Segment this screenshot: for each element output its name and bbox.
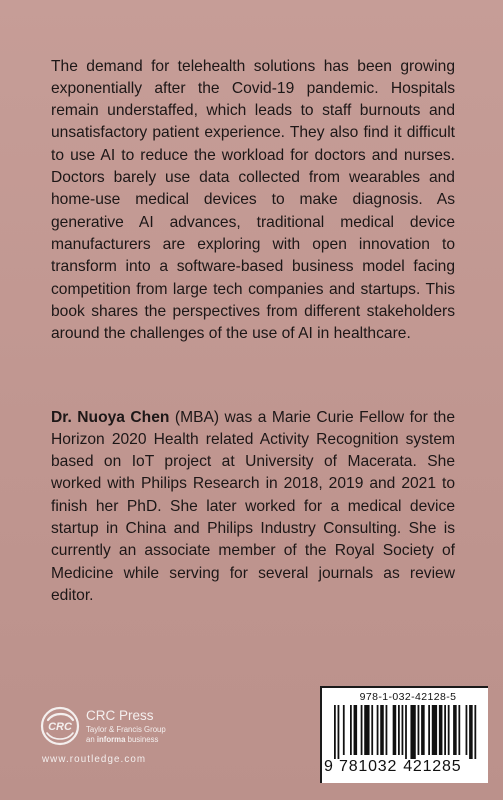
author-name: Dr. Nuoya Chen xyxy=(51,408,170,426)
barcode-bar xyxy=(469,705,473,759)
barcode-bar xyxy=(448,705,450,755)
barcode-bar xyxy=(410,705,415,759)
barcode-bar xyxy=(361,705,363,755)
barcode-bar xyxy=(405,705,407,759)
publisher-name: CRC Press xyxy=(86,708,154,723)
publisher-business-line xyxy=(86,735,158,744)
barcode-bar xyxy=(466,705,468,755)
barcode-bar xyxy=(393,705,397,755)
barcode-bar xyxy=(343,705,345,755)
isbn-digits-right: 421285 xyxy=(403,758,462,775)
barcode-bar xyxy=(402,705,404,755)
barcode-bar xyxy=(334,705,336,759)
publisher-business-suffix: business xyxy=(125,735,159,744)
publisher-group: Taylor & Francis Group xyxy=(86,725,166,734)
isbn-digits-left: 781032 xyxy=(339,758,398,775)
isbn-first-digit: 9 xyxy=(324,758,334,775)
barcode-bar xyxy=(444,705,446,755)
publisher-business-brand: informa xyxy=(96,735,126,744)
isbn-label: 978-1-032-42128-5 xyxy=(359,691,457,703)
barcode-panel xyxy=(320,686,488,783)
barcode-icon xyxy=(334,705,478,759)
author-bio xyxy=(51,407,455,608)
barcode-bar xyxy=(338,705,340,759)
barcode-bar xyxy=(418,705,420,755)
barcode-bar xyxy=(421,705,425,755)
barcode-bar xyxy=(458,705,460,755)
barcode-bar xyxy=(432,705,437,755)
barcode-bar xyxy=(439,705,443,755)
publisher-business-prefix: an xyxy=(86,735,97,744)
barcode-bar xyxy=(453,705,457,755)
barcode-bar xyxy=(354,705,358,755)
publisher-url: www.routledge.com xyxy=(42,754,147,765)
author-bio-text: (MBA) was a Marie Curie Fellow for the Horizon 2020 Health related Activity Recognition system based on IoT project at University of Macerata. She worked with Philips Research in 2018, 2019 and 2021 to finish her PhD. She later worked for a medical device startup in China and Philips Industry Consulting. She is currently an associate member of the Royal Society of Medicine while serving for several journals as review editor. xyxy=(51,408,455,604)
barcode-bar xyxy=(428,705,430,755)
crc-logo-icon xyxy=(40,706,80,746)
barcode-bar xyxy=(386,705,388,755)
barcode-bar xyxy=(371,705,373,755)
barcode-bar xyxy=(380,705,384,755)
barcode-bar xyxy=(377,705,379,755)
barcode-bar xyxy=(474,705,476,759)
barcode-bar xyxy=(398,705,400,755)
crc-logo-text: CRC xyxy=(48,721,72,733)
barcode-bar xyxy=(350,705,352,755)
isbn-digits xyxy=(324,758,488,776)
book-blurb: The demand for telehealth solutions has been growing exponentially after the Covid-19 pandemic. Hospitals remain understaffed, which leads to staff burnouts and unsatisfactory patient experience. They also find it difficult to use AI to reduce the workload for doctors and nurses. Doctors barely use data collected from wearables and home-use medical devices to make diagnosis. As generative AI advances, traditional medical device manufacturers are exploring with open innovation to transform into a software-based business model facing competition from large tech companies and startups. This book shares the perspectives from different stakeholders around the challenges of the use of AI in healthcare. xyxy=(51,57,455,343)
publisher-block xyxy=(40,706,200,776)
barcode-bar xyxy=(364,705,369,755)
